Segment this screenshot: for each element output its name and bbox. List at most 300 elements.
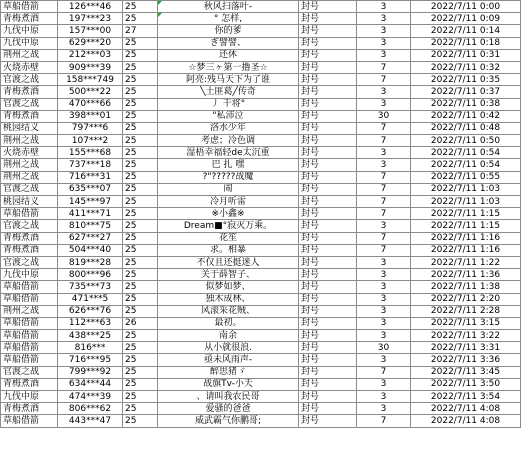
server-cell[interactable] — [1, 244, 58, 256]
timestamp-cell[interactable] — [411, 147, 521, 159]
server-cell[interactable] — [1, 403, 58, 415]
ban-days-cell[interactable] — [357, 183, 411, 195]
ban-type-cell[interactable] — [299, 293, 357, 305]
player-name-cell-text: 南余 — [218, 330, 237, 341]
ban-type-cell[interactable] — [299, 403, 357, 415]
ban-type-cell[interactable] — [299, 232, 357, 244]
user-id-cell[interactable] — [58, 232, 123, 244]
user-id-cell[interactable] — [58, 293, 123, 305]
user-id-cell[interactable] — [58, 25, 123, 37]
server-cell[interactable] — [1, 232, 58, 244]
server-cell[interactable] — [1, 293, 58, 305]
timestamp-cell[interactable] — [411, 342, 521, 354]
player-name-cell[interactable] — [158, 159, 299, 171]
player-name-cell[interactable] — [158, 208, 299, 220]
player-name-cell[interactable] — [158, 415, 299, 427]
table-row[interactable] — [1, 61, 521, 73]
timestamp-cell[interactable] — [411, 391, 521, 403]
table-row[interactable] — [1, 74, 521, 86]
server-cell[interactable] — [1, 342, 58, 354]
level-cell[interactable] — [123, 25, 158, 37]
user-id-cell[interactable] — [58, 256, 123, 268]
ban-type-cell[interactable] — [299, 256, 357, 268]
player-name-cell[interactable] — [158, 171, 299, 183]
timestamp-cell[interactable] — [411, 25, 521, 37]
timestamp-cell[interactable] — [411, 49, 521, 61]
user-id-cell[interactable] — [58, 269, 123, 281]
table-row[interactable] — [1, 171, 521, 183]
player-name-cell[interactable] — [158, 74, 299, 86]
level-cell[interactable] — [123, 269, 158, 281]
timestamp-cell[interactable] — [411, 37, 521, 49]
table-row[interactable] — [1, 378, 521, 390]
player-name-cell[interactable] — [158, 1, 299, 13]
ban-type-cell[interactable] — [299, 244, 357, 256]
ban-type-cell-text: 封号 — [301, 50, 320, 61]
user-id-cell[interactable] — [58, 61, 123, 73]
server-cell[interactable] — [1, 122, 58, 134]
user-id-cell[interactable] — [58, 74, 123, 86]
ban-days-cell[interactable] — [357, 366, 411, 378]
ban-days-cell[interactable] — [357, 403, 411, 415]
ban-days-cell[interactable] — [357, 110, 411, 122]
user-id-cell[interactable] — [58, 49, 123, 61]
ban-type-cell[interactable] — [299, 171, 357, 183]
level-cell[interactable] — [123, 305, 158, 317]
ban-days-cell-text: 3 — [380, 269, 387, 280]
ban-days-cell[interactable] — [357, 220, 411, 232]
timestamp-cell[interactable] — [411, 110, 521, 122]
ban-days-cell[interactable] — [357, 354, 411, 366]
player-name-cell[interactable] — [158, 293, 299, 305]
server-cell[interactable] — [1, 269, 58, 281]
timestamp-cell[interactable] — [411, 232, 521, 244]
user-id-cell[interactable] — [58, 342, 123, 354]
table-row[interactable] — [1, 220, 521, 232]
ban-days-cell[interactable] — [357, 13, 411, 25]
ban-days-cell[interactable] — [357, 147, 411, 159]
table-row[interactable] — [1, 49, 521, 61]
ban-days-cell-text: 3 — [380, 257, 387, 268]
ban-days-cell[interactable] — [357, 269, 411, 281]
ban-days-cell[interactable] — [357, 159, 411, 171]
timestamp-cell[interactable] — [411, 269, 521, 281]
level-cell[interactable] — [123, 135, 158, 147]
ban-type-cell[interactable] — [299, 317, 357, 329]
ban-days-cell[interactable] — [357, 256, 411, 268]
user-id-cell[interactable] — [58, 244, 123, 256]
level-cell[interactable] — [123, 74, 158, 86]
ban-days-cell-text: 30 — [377, 111, 390, 122]
timestamp-cell[interactable] — [411, 281, 521, 293]
table-row[interactable] — [1, 110, 521, 122]
timestamp-cell[interactable] — [411, 305, 521, 317]
ban-days-cell-text: 3 — [380, 355, 387, 366]
timestamp-cell[interactable] — [411, 1, 521, 13]
ban-type-cell-text: 封号 — [301, 196, 320, 207]
table-row[interactable] — [1, 244, 521, 256]
timestamp-cell[interactable] — [411, 183, 521, 195]
server-cell[interactable] — [1, 147, 58, 159]
server-cell[interactable] — [1, 366, 58, 378]
timestamp-cell[interactable] — [411, 74, 521, 86]
ban-type-cell[interactable] — [299, 110, 357, 122]
server-cell[interactable] — [1, 183, 58, 195]
table-row[interactable] — [1, 159, 521, 171]
server-cell[interactable] — [1, 98, 58, 110]
table-row[interactable] — [1, 281, 521, 293]
table-row[interactable] — [1, 317, 521, 329]
level-cell[interactable] — [123, 1, 158, 13]
ban-days-cell[interactable] — [357, 293, 411, 305]
timestamp-cell[interactable] — [411, 220, 521, 232]
server-cell[interactable] — [1, 208, 58, 220]
server-cell[interactable] — [1, 330, 58, 342]
ban-type-cell[interactable] — [299, 25, 357, 37]
ban-type-cell-text: 封号 — [301, 1, 320, 12]
server-cell[interactable] — [1, 256, 58, 268]
player-name-cell[interactable] — [158, 110, 299, 122]
user-id-cell[interactable] — [58, 86, 123, 98]
level-cell[interactable] — [123, 98, 158, 110]
player-name-cell[interactable] — [158, 220, 299, 232]
timestamp-cell[interactable] — [411, 317, 521, 329]
level-cell[interactable] — [123, 37, 158, 49]
ban-type-cell[interactable] — [299, 269, 357, 281]
table-row[interactable] — [1, 122, 521, 134]
player-name-cell[interactable] — [158, 86, 299, 98]
ban-type-cell[interactable] — [299, 366, 357, 378]
ban-days-cell[interactable] — [357, 342, 411, 354]
timestamp-cell[interactable] — [411, 415, 521, 427]
timestamp-cell[interactable] — [411, 13, 521, 25]
table-row[interactable] — [1, 86, 521, 98]
player-name-cell[interactable] — [158, 403, 299, 415]
level-cell[interactable] — [123, 208, 158, 220]
server-cell[interactable] — [1, 13, 58, 25]
server-cell[interactable] — [1, 61, 58, 73]
level-cell[interactable] — [123, 354, 158, 366]
server-cell[interactable] — [1, 317, 58, 329]
ban-days-cell[interactable] — [357, 61, 411, 73]
user-id-cell[interactable] — [58, 110, 123, 122]
player-name-cell[interactable] — [158, 183, 299, 195]
ban-type-cell[interactable] — [299, 135, 357, 147]
timestamp-cell[interactable] — [411, 86, 521, 98]
ban-days-cell[interactable] — [357, 74, 411, 86]
level-cell[interactable] — [123, 86, 158, 98]
table-row[interactable] — [1, 135, 521, 147]
player-name-cell[interactable] — [158, 305, 299, 317]
ban-days-cell[interactable] — [357, 1, 411, 13]
timestamp-cell[interactable] — [411, 378, 521, 390]
server-cell[interactable] — [1, 159, 58, 171]
ban-days-cell[interactable] — [357, 86, 411, 98]
user-id-cell-text: 126***46 — [68, 1, 112, 12]
player-name-cell[interactable] — [158, 354, 299, 366]
user-id-cell[interactable] — [58, 317, 123, 329]
server-cell[interactable] — [1, 74, 58, 86]
table-row[interactable] — [1, 330, 521, 342]
table-row[interactable] — [1, 208, 521, 220]
level-cell[interactable] — [123, 159, 158, 171]
ban-type-cell[interactable] — [299, 1, 357, 13]
timestamp-cell[interactable] — [411, 61, 521, 73]
level-cell[interactable] — [123, 378, 158, 390]
player-name-cell[interactable] — [158, 391, 299, 403]
table-row[interactable] — [1, 37, 521, 49]
ban-type-cell[interactable] — [299, 86, 357, 98]
ban-days-cell[interactable] — [357, 317, 411, 329]
level-cell[interactable] — [123, 61, 158, 73]
ban-type-cell-text: 封号 — [301, 208, 320, 219]
level-cell[interactable] — [123, 256, 158, 268]
user-id-cell[interactable] — [58, 183, 123, 195]
ban-days-cell-text: 7 — [380, 233, 387, 244]
timestamp-cell[interactable] — [411, 354, 521, 366]
level-cell[interactable] — [123, 415, 158, 427]
ban-type-cell[interactable] — [299, 61, 357, 73]
server-cell[interactable] — [1, 49, 58, 61]
ban-type-cell[interactable] — [299, 220, 357, 232]
user-id-cell[interactable] — [58, 135, 123, 147]
user-id-cell[interactable] — [58, 147, 123, 159]
timestamp-cell[interactable] — [411, 244, 521, 256]
ban-type-cell[interactable] — [299, 37, 357, 49]
user-id-cell[interactable] — [58, 330, 123, 342]
server-cell-text: 草船借箭 — [3, 281, 40, 292]
user-id-cell[interactable] — [58, 281, 123, 293]
server-cell[interactable] — [1, 37, 58, 49]
player-name-cell[interactable] — [158, 37, 299, 49]
ban-days-cell[interactable] — [357, 415, 411, 427]
level-cell[interactable] — [123, 244, 158, 256]
server-cell[interactable] — [1, 305, 58, 317]
player-name-cell[interactable] — [158, 317, 299, 329]
ban-days-cell[interactable] — [357, 135, 411, 147]
user-id-cell[interactable] — [58, 220, 123, 232]
table-row[interactable] — [1, 415, 521, 427]
table-row[interactable] — [1, 342, 521, 354]
player-name-cell[interactable] — [158, 366, 299, 378]
table-row[interactable] — [1, 403, 521, 415]
server-cell[interactable] — [1, 135, 58, 147]
ban-days-cell[interactable] — [357, 25, 411, 37]
ban-type-cell[interactable] — [299, 391, 357, 403]
user-id-cell[interactable] — [58, 159, 123, 171]
user-id-cell[interactable] — [58, 305, 123, 317]
user-id-cell[interactable] — [58, 13, 123, 25]
timestamp-cell[interactable] — [411, 256, 521, 268]
level-cell[interactable] — [123, 110, 158, 122]
player-name-cell[interactable] — [158, 98, 299, 110]
timestamp-cell[interactable] — [411, 98, 521, 110]
ban-type-cell[interactable] — [299, 122, 357, 134]
level-cell[interactable] — [123, 281, 158, 293]
player-name-cell[interactable] — [158, 61, 299, 73]
level-cell[interactable] — [123, 330, 158, 342]
player-name-cell[interactable] — [158, 135, 299, 147]
level-cell[interactable] — [123, 403, 158, 415]
ban-type-cell[interactable] — [299, 281, 357, 293]
table-row[interactable] — [1, 147, 521, 159]
user-id-cell[interactable] — [58, 1, 123, 13]
ban-type-cell[interactable] — [299, 330, 357, 342]
ban-days-cell[interactable] — [357, 378, 411, 390]
player-name-cell[interactable] — [158, 330, 299, 342]
timestamp-cell[interactable] — [411, 366, 521, 378]
timestamp-cell[interactable] — [411, 159, 521, 171]
timestamp-cell-text: 2022/7/11 1:15 — [430, 220, 501, 231]
ban-days-cell[interactable] — [357, 244, 411, 256]
ban-days-cell[interactable] — [357, 98, 411, 110]
level-cell[interactable] — [123, 147, 158, 159]
timestamp-cell[interactable] — [411, 330, 521, 342]
table-row[interactable] — [1, 269, 521, 281]
user-id-cell[interactable] — [58, 403, 123, 415]
ban-type-cell[interactable] — [299, 305, 357, 317]
table-row[interactable] — [1, 183, 521, 195]
level-cell[interactable] — [123, 366, 158, 378]
user-id-cell-text: 797***6 — [71, 123, 109, 134]
player-name-cell[interactable] — [158, 49, 299, 61]
player-name-cell[interactable] — [158, 232, 299, 244]
timestamp-cell[interactable] — [411, 171, 521, 183]
ban-type-cell[interactable] — [299, 378, 357, 390]
player-name-cell-text: 考虑；冷色调 — [200, 135, 255, 146]
ban-type-cell[interactable] — [299, 49, 357, 61]
ban-type-cell[interactable] — [299, 13, 357, 25]
user-id-cell[interactable] — [58, 122, 123, 134]
ban-type-cell[interactable] — [299, 98, 357, 110]
player-name-cell[interactable] — [158, 122, 299, 134]
ban-days-cell[interactable] — [357, 391, 411, 403]
level-cell[interactable] — [123, 171, 158, 183]
player-name-cell[interactable] — [158, 244, 299, 256]
server-cell[interactable] — [1, 281, 58, 293]
ban-days-cell[interactable] — [357, 281, 411, 293]
level-cell[interactable] — [123, 391, 158, 403]
ban-type-cell[interactable] — [299, 74, 357, 86]
user-id-cell[interactable] — [58, 415, 123, 427]
level-cell[interactable] — [123, 13, 158, 25]
level-cell[interactable] — [123, 196, 158, 208]
user-id-cell[interactable] — [58, 171, 123, 183]
user-id-cell[interactable] — [58, 391, 123, 403]
ban-days-cell[interactable] — [357, 49, 411, 61]
player-name-cell[interactable] — [158, 25, 299, 37]
user-id-cell[interactable] — [58, 196, 123, 208]
ban-days-cell[interactable] — [357, 330, 411, 342]
user-id-cell[interactable] — [58, 378, 123, 390]
table-row[interactable] — [1, 256, 521, 268]
table-row[interactable] — [1, 25, 521, 37]
timestamp-cell[interactable] — [411, 208, 521, 220]
user-id-cell[interactable] — [58, 208, 123, 220]
level-cell[interactable] — [123, 122, 158, 134]
level-cell[interactable] — [123, 317, 158, 329]
level-cell[interactable] — [123, 293, 158, 305]
player-name-cell[interactable] — [158, 342, 299, 354]
level-cell-text: 25 — [125, 220, 137, 231]
table-row[interactable] — [1, 366, 521, 378]
level-cell[interactable] — [123, 49, 158, 61]
level-cell[interactable] — [123, 183, 158, 195]
user-id-cell[interactable] — [58, 98, 123, 110]
table-row[interactable] — [1, 196, 521, 208]
ban-type-cell[interactable] — [299, 147, 357, 159]
server-cell[interactable] — [1, 391, 58, 403]
player-name-cell[interactable] — [158, 196, 299, 208]
server-cell[interactable] — [1, 378, 58, 390]
player-name-cell[interactable] — [158, 13, 299, 25]
table-row[interactable] — [1, 232, 521, 244]
ban-type-cell[interactable] — [299, 342, 357, 354]
server-cell[interactable] — [1, 25, 58, 37]
table-row[interactable] — [1, 391, 521, 403]
level-cell[interactable] — [123, 220, 158, 232]
level-cell-text: 25 — [125, 135, 137, 146]
ban-type-cell[interactable] — [299, 196, 357, 208]
server-cell-text: 荆州之战 — [3, 306, 40, 317]
table-row[interactable] — [1, 13, 521, 25]
table-row[interactable] — [1, 98, 521, 110]
ban-days-cell[interactable] — [357, 37, 411, 49]
player-name-cell[interactable] — [158, 269, 299, 281]
server-cell[interactable] — [1, 220, 58, 232]
table-row[interactable] — [1, 305, 521, 317]
ban-type-cell[interactable] — [299, 354, 357, 366]
table-row[interactable] — [1, 293, 521, 305]
server-cell[interactable] — [1, 110, 58, 122]
player-name-cell[interactable] — [158, 256, 299, 268]
timestamp-cell[interactable] — [411, 135, 521, 147]
ban-type-cell[interactable] — [299, 159, 357, 171]
timestamp-cell[interactable] — [411, 293, 521, 305]
ban-days-cell[interactable] — [357, 305, 411, 317]
server-cell[interactable] — [1, 1, 58, 13]
user-id-cell[interactable] — [58, 366, 123, 378]
ban-type-cell[interactable] — [299, 208, 357, 220]
player-name-cell-text: 醉思猪ゞ — [209, 367, 246, 378]
server-cell[interactable] — [1, 171, 58, 183]
server-cell[interactable] — [1, 354, 58, 366]
ban-type-cell[interactable] — [299, 415, 357, 427]
table-row[interactable] — [1, 354, 521, 366]
user-id-cell[interactable] — [58, 37, 123, 49]
ban-days-cell[interactable] — [357, 208, 411, 220]
server-cell[interactable] — [1, 196, 58, 208]
server-cell-text: 青梅煮酒 — [3, 245, 40, 256]
player-name-cell[interactable] — [158, 378, 299, 390]
ban-days-cell[interactable] — [357, 232, 411, 244]
timestamp-cell[interactable] — [411, 196, 521, 208]
player-name-cell[interactable] — [158, 281, 299, 293]
level-cell[interactable] — [123, 342, 158, 354]
user-id-cell[interactable] — [58, 354, 123, 366]
player-name-cell[interactable] — [158, 147, 299, 159]
level-cell[interactable] — [123, 232, 158, 244]
timestamp-cell[interactable] — [411, 122, 521, 134]
server-cell[interactable] — [1, 86, 58, 98]
server-cell[interactable] — [1, 415, 58, 427]
table-row[interactable] — [1, 1, 521, 13]
timestamp-cell[interactable] — [411, 403, 521, 415]
ban-type-cell[interactable] — [299, 183, 357, 195]
ban-days-cell[interactable] — [357, 171, 411, 183]
ban-days-cell[interactable] — [357, 122, 411, 134]
ban-days-cell[interactable] — [357, 196, 411, 208]
